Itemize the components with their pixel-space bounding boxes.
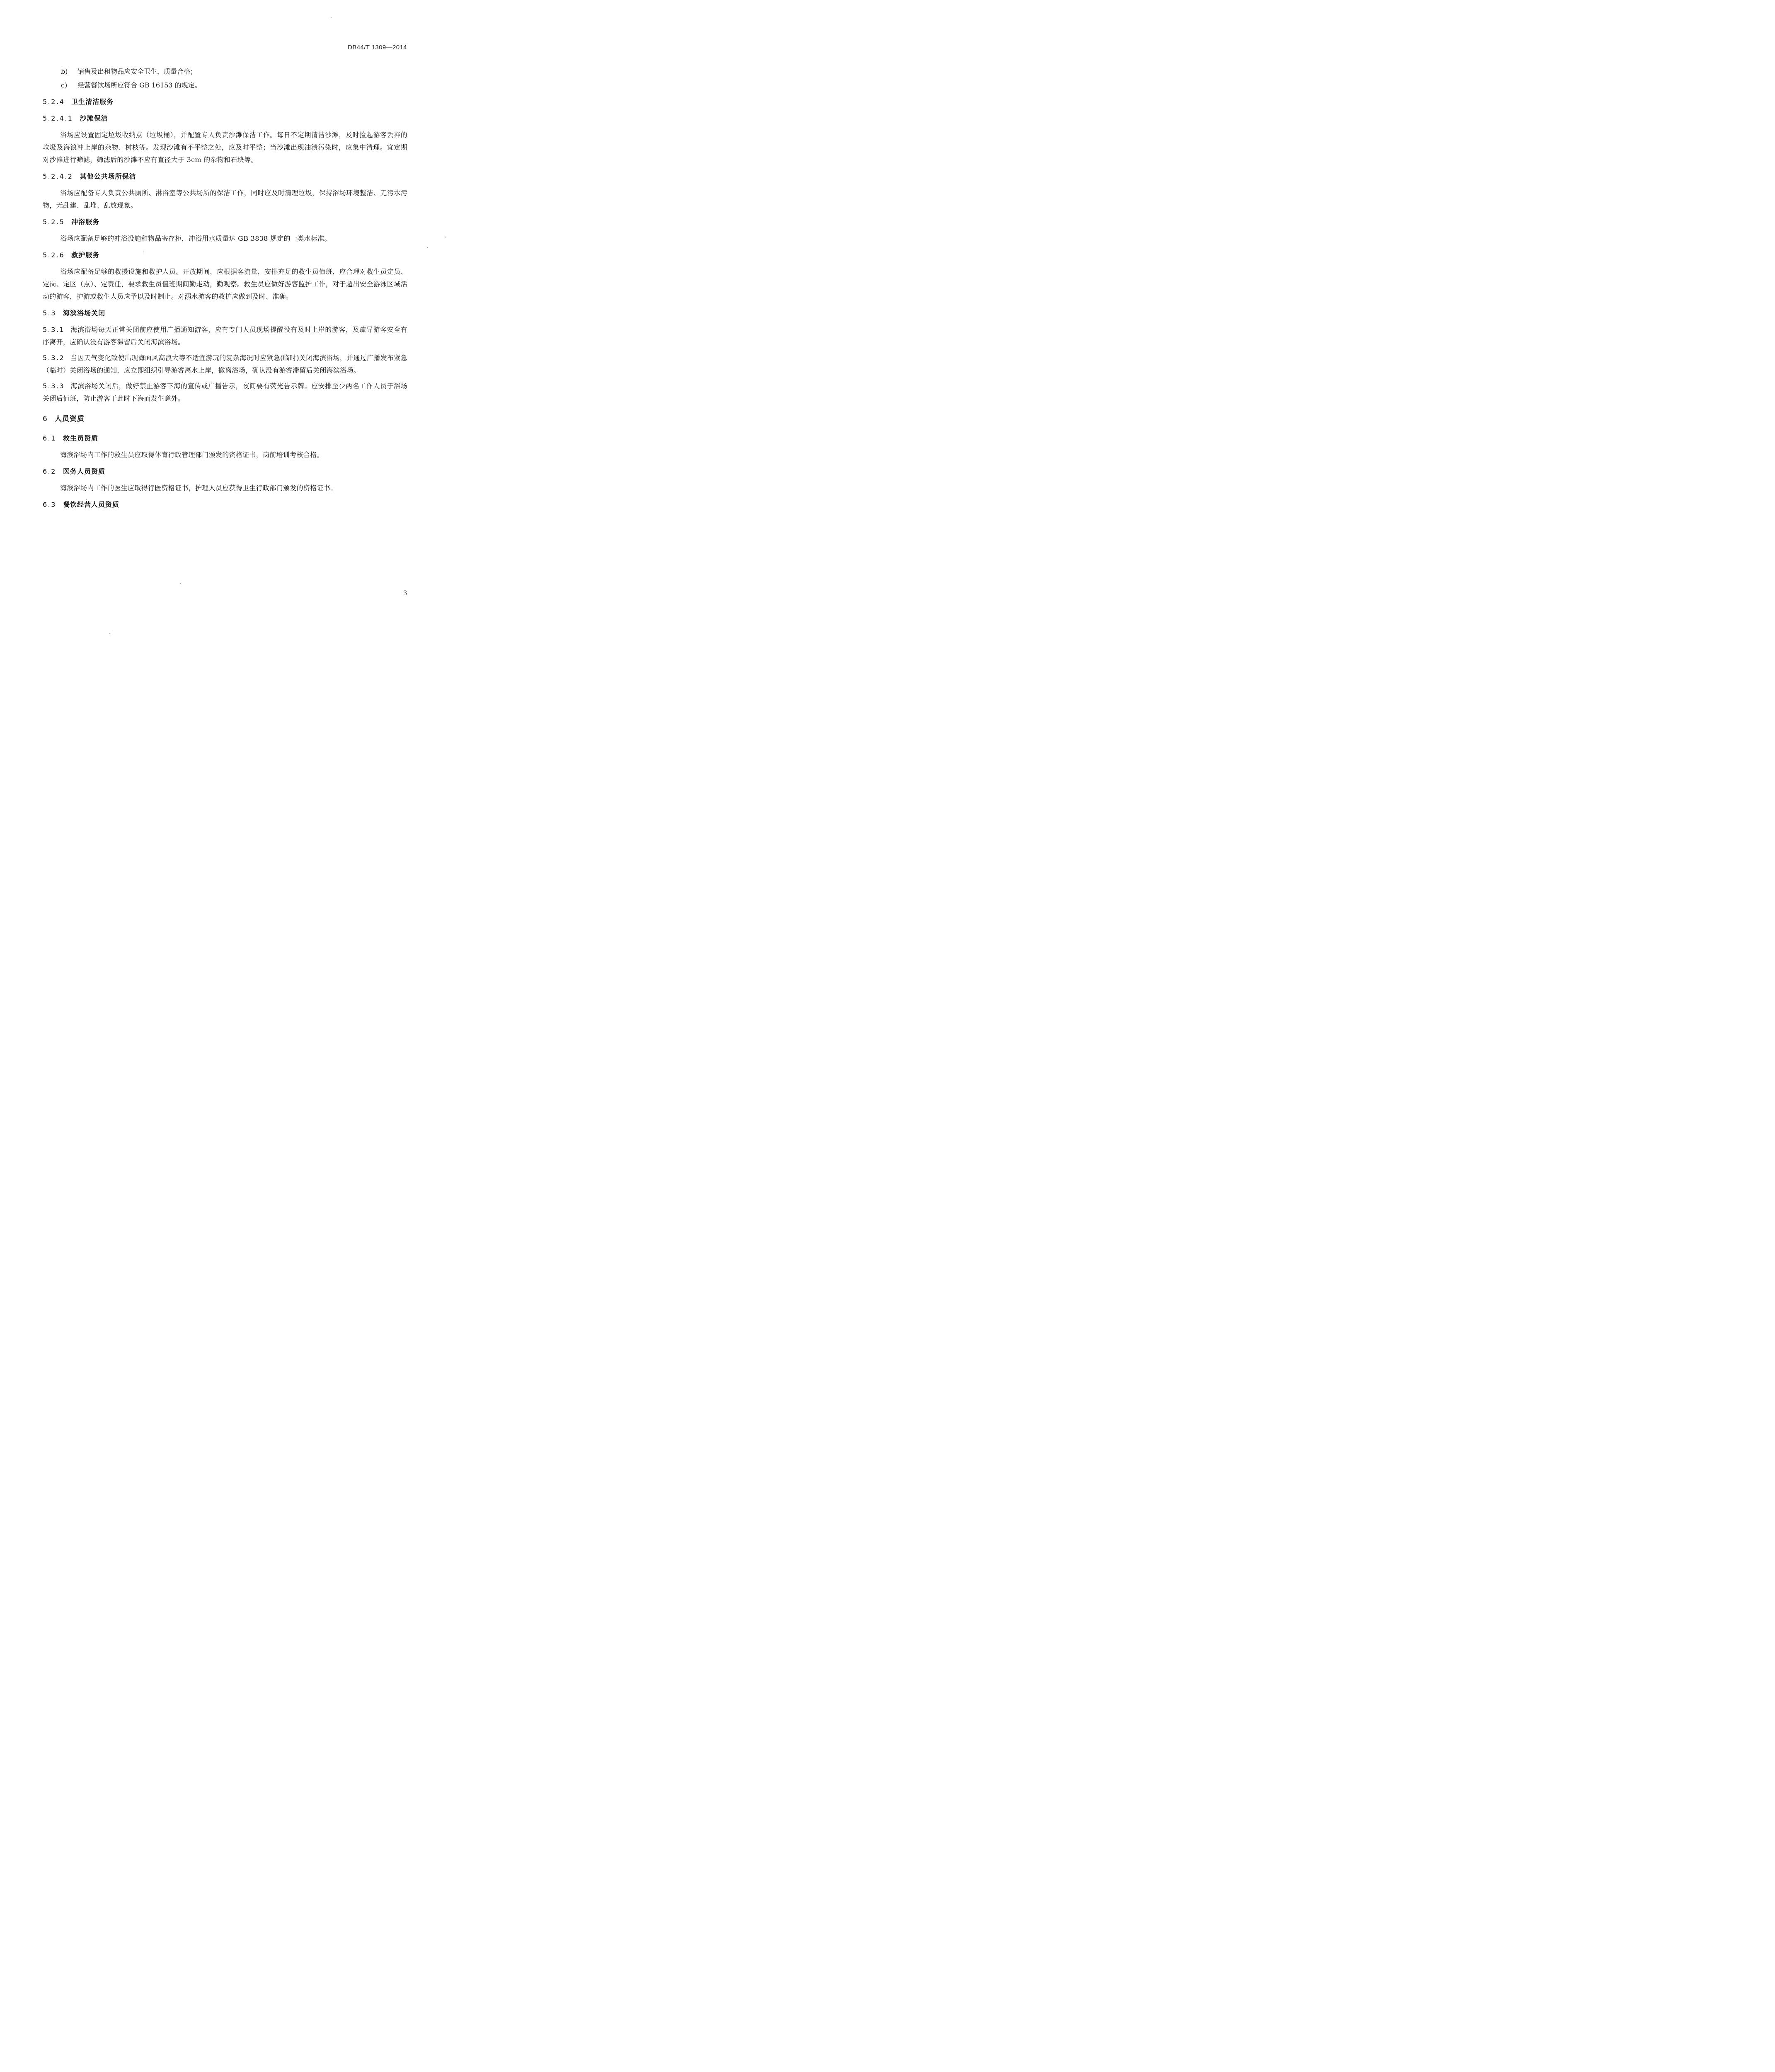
- section-heading-5-2-4-2: [43, 170, 407, 183]
- section-title: 冲浴服务: [71, 218, 100, 226]
- chapter-number: 6: [43, 415, 47, 423]
- section-title: 救生员资质: [63, 434, 98, 442]
- section-paragraph: 海滨浴场内工作的救生员应取得体育行政管理部门颁发的资格证书，岗前培训考核合格。: [60, 451, 324, 459]
- clause-text: 海滨浴场每天正常关闭前应使用广播通知游客，应有专门人员现场提醒没有及时上岸的游客，及疏导游客安全有序离开，应确认没有游客滞留后关闭海滨浴场。: [43, 326, 407, 346]
- section-title: 救护服务: [71, 251, 100, 259]
- section-heading-5-2-5: [43, 216, 407, 228]
- scan-speck: [180, 583, 181, 584]
- section-number: 6.2: [43, 467, 56, 475]
- scan-speck: [331, 17, 332, 18]
- section-title: 医务人员资质: [63, 467, 105, 475]
- clause-text: 海滨浴场关闭后，做好禁止游客下海的宣传或广播告示，夜间要有荧光告示牌。应安排至少两名工作人员于浴场关闭后值班，防止游客于此时下海而发生意外。: [43, 382, 407, 402]
- section-paragraph: 浴场应配备专人负责公共厕所、淋浴室等公共场所的保洁工作，同时应及时清理垃圾，保持浴场环境整洁、无污水污物，无乱建、乱堆、乱放现象。: [43, 189, 407, 209]
- list-item: [61, 79, 407, 92]
- section-title: 餐饮经营人员资质: [63, 501, 119, 508]
- section-paragraph: 浴场应配备足够的冲浴设施和物品寄存柜，冲浴用水质量达 GB 3838 规定的一类水标准。: [60, 235, 331, 242]
- section-title: 海滨浴场关闭: [63, 309, 105, 317]
- section-number: 5.2.4.2: [43, 172, 73, 180]
- page-number: 3: [403, 589, 407, 597]
- section-number: 5.2.4: [43, 98, 65, 106]
- section-number: 5.3: [43, 309, 56, 317]
- document-code: DB44/T 1309—2014: [348, 44, 407, 51]
- list-marker: c): [61, 81, 68, 89]
- chapter-title: 人员资质: [54, 415, 85, 423]
- section-heading-5-2-4: [43, 96, 407, 108]
- scan-speck: [86, 499, 87, 500]
- document-page: [0, 0, 456, 651]
- numbered-clause-5-3-1: [43, 324, 407, 349]
- section-heading-5-3: [43, 307, 407, 320]
- section-number: 6.3: [43, 501, 56, 508]
- section-number: 5.2.4.1: [43, 114, 73, 122]
- clause-number: 5.3.2: [43, 354, 65, 362]
- numbered-clause-5-3-2: [43, 352, 407, 377]
- scan-speck: [109, 633, 110, 634]
- section-heading-6-1: [43, 432, 407, 445]
- section-title: 卫生清洁服务: [71, 98, 114, 106]
- section-heading-6-3: [43, 499, 407, 511]
- section-heading-6-2: [43, 465, 407, 478]
- scan-speck: [253, 130, 254, 131]
- clause-number: 5.3.1: [43, 326, 65, 334]
- section-number: 5.2.5: [43, 218, 65, 226]
- section-number: 5.2.6: [43, 251, 65, 259]
- numbered-clause-5-3-3: [43, 380, 407, 405]
- scan-speck: [427, 247, 428, 248]
- section-title: 沙滩保洁: [80, 114, 108, 122]
- clause-number: 5.3.3: [43, 382, 65, 390]
- section-heading-5-2-4-1: [43, 112, 407, 125]
- section-heading-5-2-6: [43, 249, 407, 261]
- section-number: 6.1: [43, 434, 56, 442]
- document-body: [43, 65, 407, 515]
- list-text: 经营餐饮场所应符合 GB 16153 的规定。: [77, 81, 201, 89]
- section-paragraph: 浴场应配备足够的救援设施和救护人员。开放期间，应根据客流量，安排充足的救生员值班，应合理对救生员定员、定岗、定区（点）、定责任，要求救生员值班期间勤走动，勤观察。救生员应做好游客监护工作，对于超出安全游泳区域活动的游客，护游或救生人员应予以及时制止。对溺水游客的救护应做到及时、准确。: [43, 268, 407, 300]
- list-text: 销售及出租物品应安全卫生，质量合格；: [77, 68, 197, 75]
- chapter-heading-6: [43, 412, 407, 426]
- list-marker: b): [61, 68, 68, 75]
- list-item: [61, 65, 407, 78]
- section-title: 其他公共场所保洁: [80, 172, 136, 180]
- section-paragraph: 浴场应设置固定垃圾收纳点（垃圾桶），并配置专人负责沙滩保洁工作。每日不定期清洁沙滩，及时捡起游客丢弃的垃圾及海浪冲上岸的杂物、树枝等。发现沙滩有不平整之处，应及时平整；当沙滩出现油渍污染时，应集中清理。宜定期对沙滩进行筛滤，筛滤后的沙滩不应有直径大于 3cm 的杂物和石块等。: [43, 131, 407, 164]
- section-paragraph: 海滨浴场内工作的医生应取得行医资格证书，护理人员应获得卫生行政部门颁发的资格证书。: [60, 484, 337, 492]
- clause-text: 当因天气变化致使出现海面风高浪大等不适宜游玩的复杂海况时应紧急(临时)关闭海滨浴场，并通过广播发布紧急（临时）关闭浴场的通知，应立即组织引导游客离水上岸，撤离浴场，确认没有游客滞留后关闭海滨浴场。: [43, 354, 407, 374]
